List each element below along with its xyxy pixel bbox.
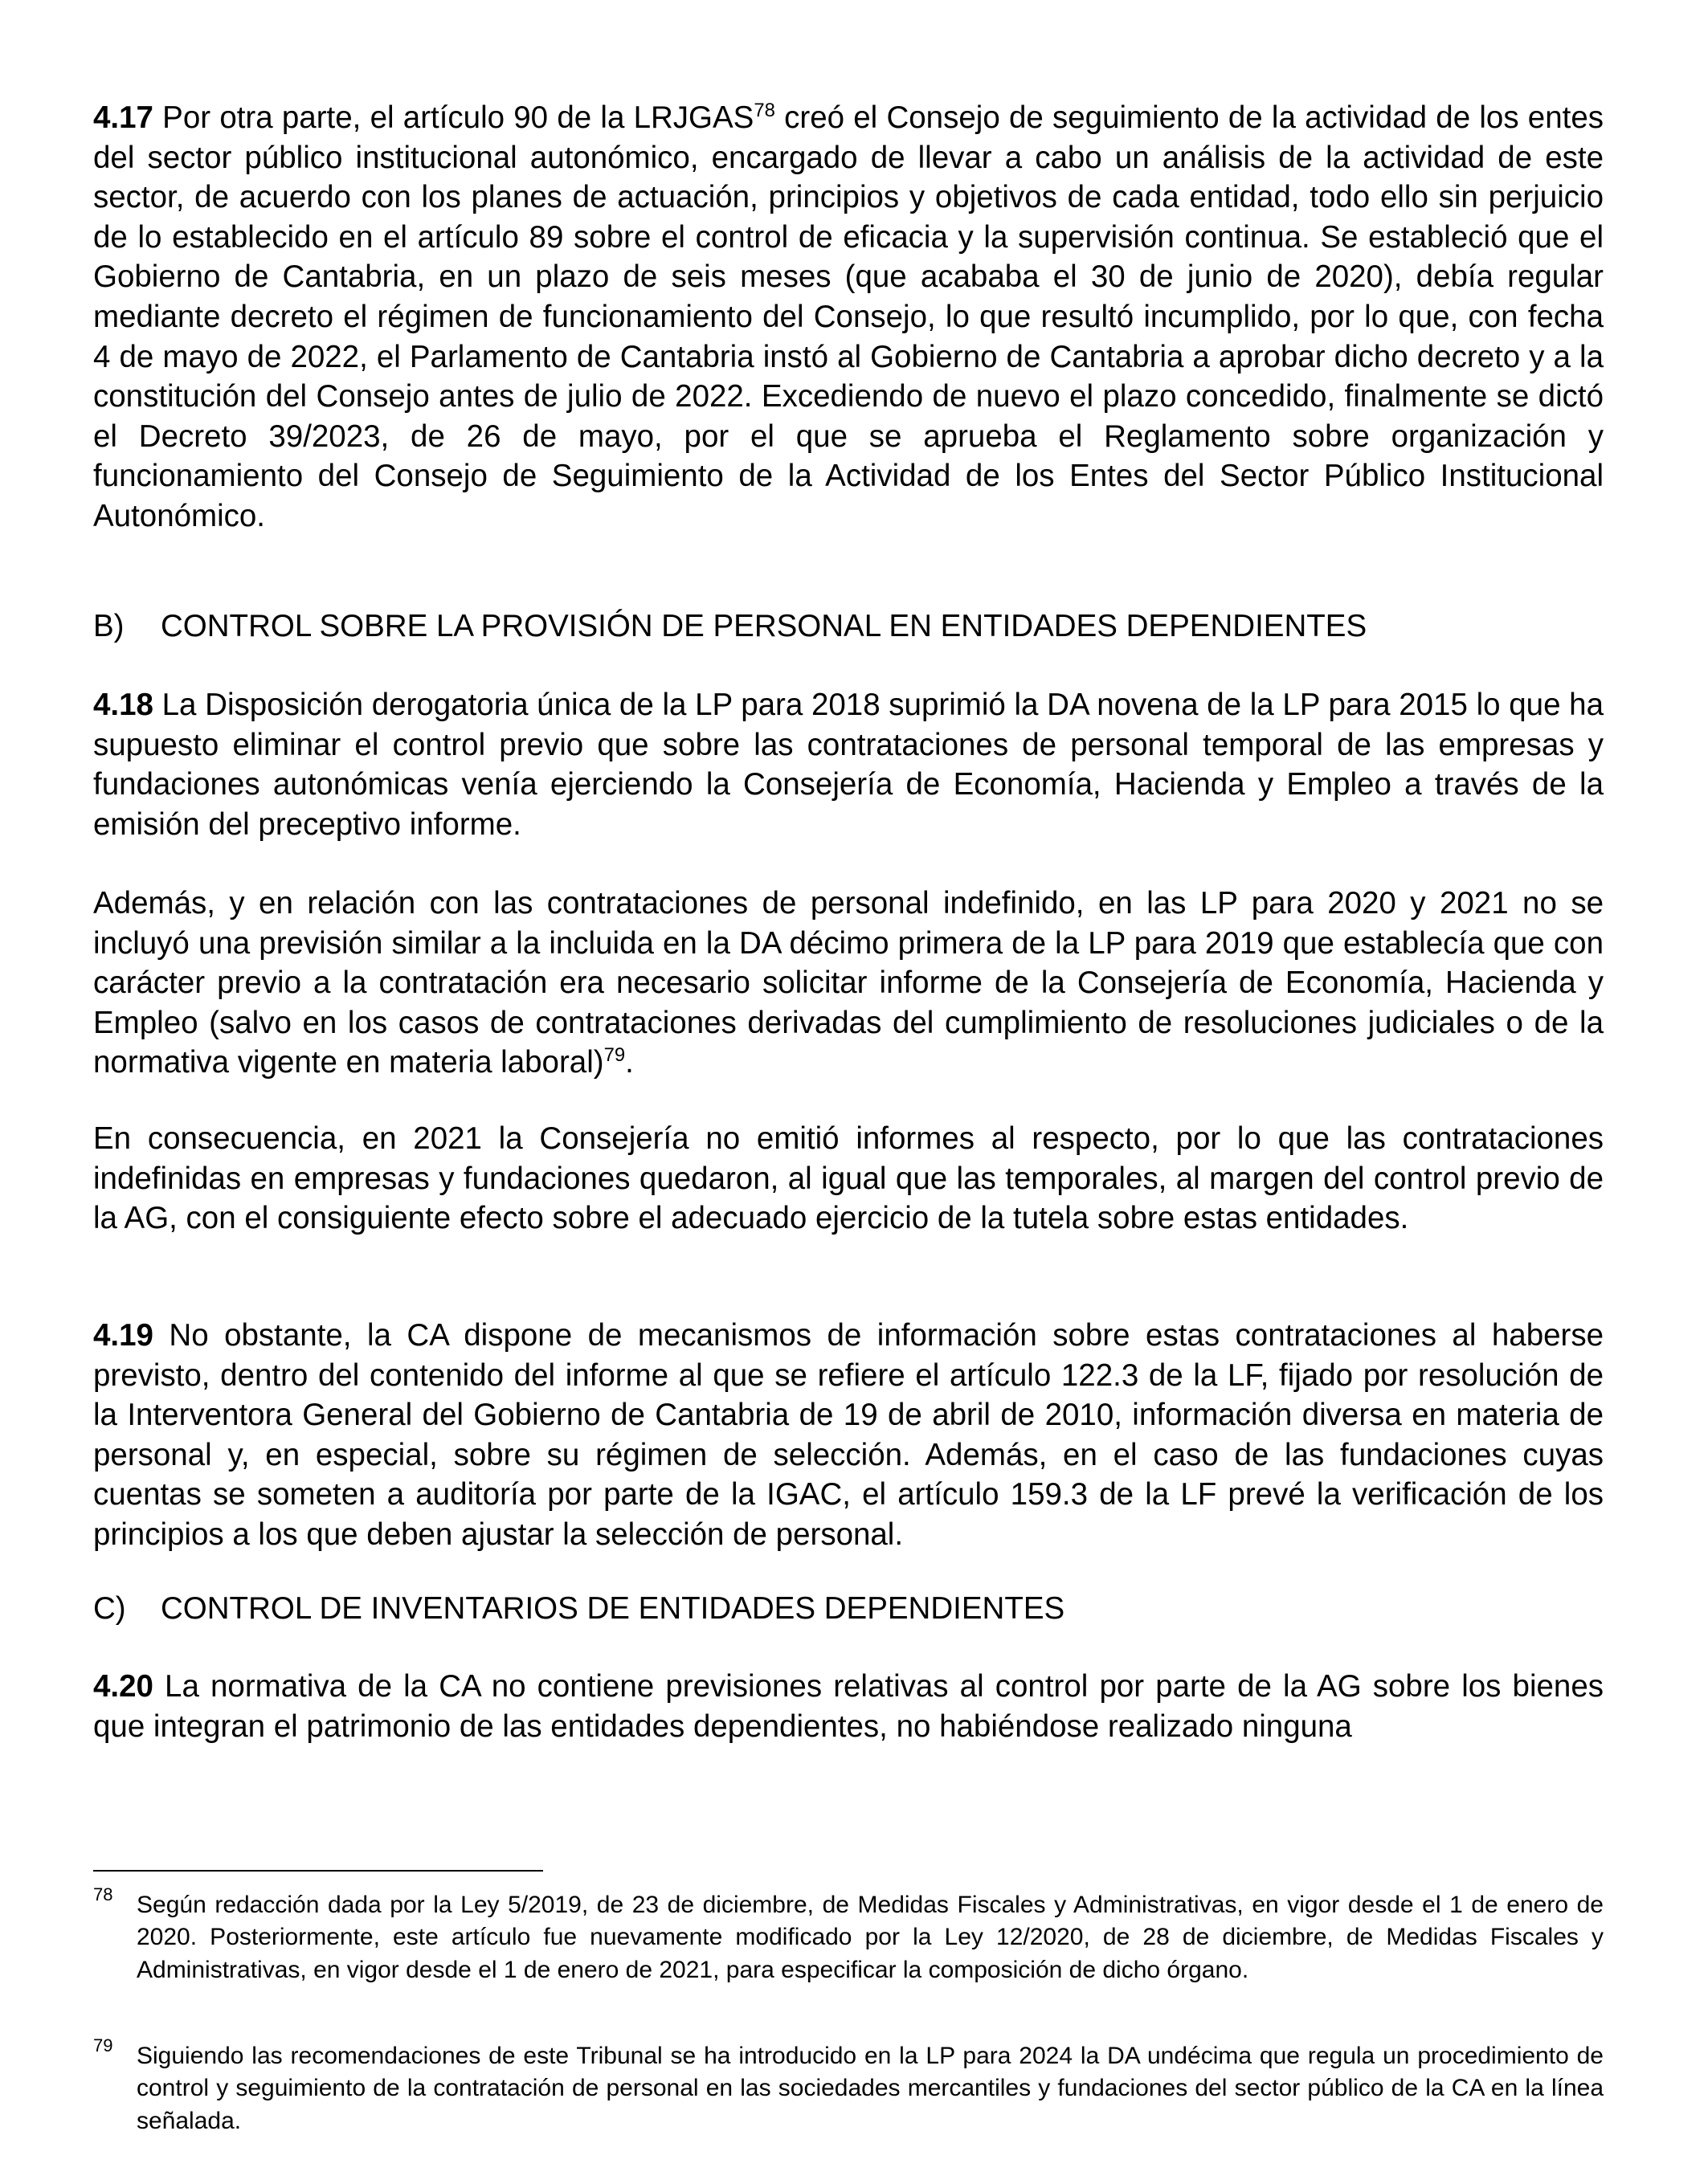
footnote-text: Siguiendo las recomendaciones de este Tribunal se ha introducido en la LP para 2024 la DA undécima que regula un procedimiento de control y seguimiento de la contratación de personal en las sociedades mercantiles y fundaciones del sector público de la CA en la línea señalada. [137,2043,1604,2134]
paragraph-text: La normativa de la CA no contiene previsiones relativas al control por parte de la AG sobre los bienes que integran el patrimonio de las entidades dependientes, no habiéndose realizado ninguna [93,1669,1604,1744]
footnote-separator [93,1870,543,1872]
paragraph-number: 4.20 [93,1669,153,1704]
section-title: CONTROL DE INVENTARIOS DE ENTIDADES DEPENDIENTES [161,1591,1065,1626]
paragraph-4-17 [93,98,1604,537]
footnote-78 [93,1884,1604,1986]
section-letter: C) [93,1591,126,1626]
paragraph-consecuencia [93,1119,1604,1239]
paragraph-text: La Disposición derogatoria única de la LP para 2018 suprimió la DA novena de la LP para 2015 lo que ha supuesto eliminar el control previo que sobre las contrataciones de personal temporal de las empresas y fundaciones autonómicas venía ejerciendo la Consejería de Economía, Hacienda y Empleo a través de la emisión del preceptivo informe. [93,688,1604,842]
paragraph-text: No obstante, la CA dispone de mecanismos de información sobre estas contrataciones al haberse previsto, dentro del contenido del informe al que se refiere el artículo 122.3 de la LF, fijado por resolución de la Interventora General del Gobierno de Cantabria de 19 de abril de 2010, información diversa en materia de personal y, en especial, sobre su régimen de selección. Además, en el caso de las fundaciones cuyas cuentas se someten a auditoría por parte de la IGAC, el artículo 159.3 de la LF prevé la verificación de los principios a los que deben ajustar la selección de personal. [93,1318,1604,1552]
paragraph-number: 4.17 [93,100,153,135]
footnote-79 [93,2035,1604,2137]
section-heading-c [93,1589,1604,1629]
paragraph-text: . [625,1045,634,1080]
paragraph-text: En consecuencia, en 2021 la Consejería no emitió informes al respecto, por lo que las contrataciones indefinidas en empresas y fundaciones quedaron, al igual que las temporales, al margen del control previo de la AG, con el consiguiente efecto sobre el adecuado ejercicio de la tutela sobre estas entidades. [93,1121,1604,1236]
paragraph-4-19 [93,1316,1604,1555]
paragraph-number: 4.18 [93,688,153,722]
paragraph-4-18 [93,685,1604,844]
footnote-number: 79 [93,2035,113,2055]
paragraph-text: Además, y en relación con las contrataciones de personal indefinido, en las LP para 2020 y 2021 no se incluyó una previsión similar a la incluida en la DA décimo primera de la LP para 2019 que establecía que con carácter previo a la contratación era necesario solicitar informe de la Consejería de Economía, Hacienda y Empleo (salvo en los casos de contrataciones derivadas del cumplimiento de resoluciones judiciales o de la normativa vigente en materia laboral) [93,886,1604,1080]
paragraph-text: creó el Consejo de seguimiento de la actividad de los entes del sector público institucional autonómico, encargado de llevar a cabo un análisis de la actividad de este sector, de acuerdo con los planes de actuación, principios y objetivos de cada entidad, todo ello sin perjuicio de lo establecido en el artículo 89 sobre el control de eficacia y la supervisión continua. Se estableció que el Gobierno de Cantabria, en un plazo de seis meses (que acababa el 30 de junio de 2020), debía regular mediante decreto el régimen de funcionamiento del Consejo, lo que resultó incumplido, por lo que, con fecha 4 de mayo de 2022, el Parlamento de Cantabria instó al Gobierno de Cantabria a aprobar dicho decreto y a la constitución del Consejo antes de julio de 2022. Excediendo de nuevo el plazo concedido, finalmente se dictó el Decreto 39/2023, de 26 de mayo, por el que se aprueba el Reglamento sobre organización y funcionamiento del Consejo de Seguimiento de la Actividad de los Entes del Sector Público Institucional Autonómico. [93,100,1604,533]
paragraph-text: Por otra parte, el artículo 90 de la LRJGAS [153,100,754,135]
paragraph-4-20 [93,1667,1604,1746]
section-letter: B) [93,609,125,643]
footnote-ref-79[interactable]: 79 [603,1044,626,1067]
footnote-ref-78[interactable]: 78 [754,100,775,122]
footnote-text: Según redacción dada por la Ley 5/2019, de 23 de diciembre, de Medidas Fiscales y Administrativas, en vigor desde el 1 de enero de 2020. Posteriormente, este artículo fue nuevamente modificado por la Ley 12/2020, de 28 de diciembre, de Medidas Fiscales y Administrativas, en vigor desde el 1 de enero de 2021, para especificar la composición de dicho órgano. [137,1892,1604,1983]
section-title: CONTROL SOBRE LA PROVISIÓN DE PERSONAL EN ENTIDADES DEPENDIENTES [161,609,1367,643]
section-heading-b [93,606,1604,647]
paragraph-number: 4.19 [93,1318,153,1353]
paragraph-ademas [93,884,1604,1083]
footnote-number: 78 [93,1884,113,1904]
